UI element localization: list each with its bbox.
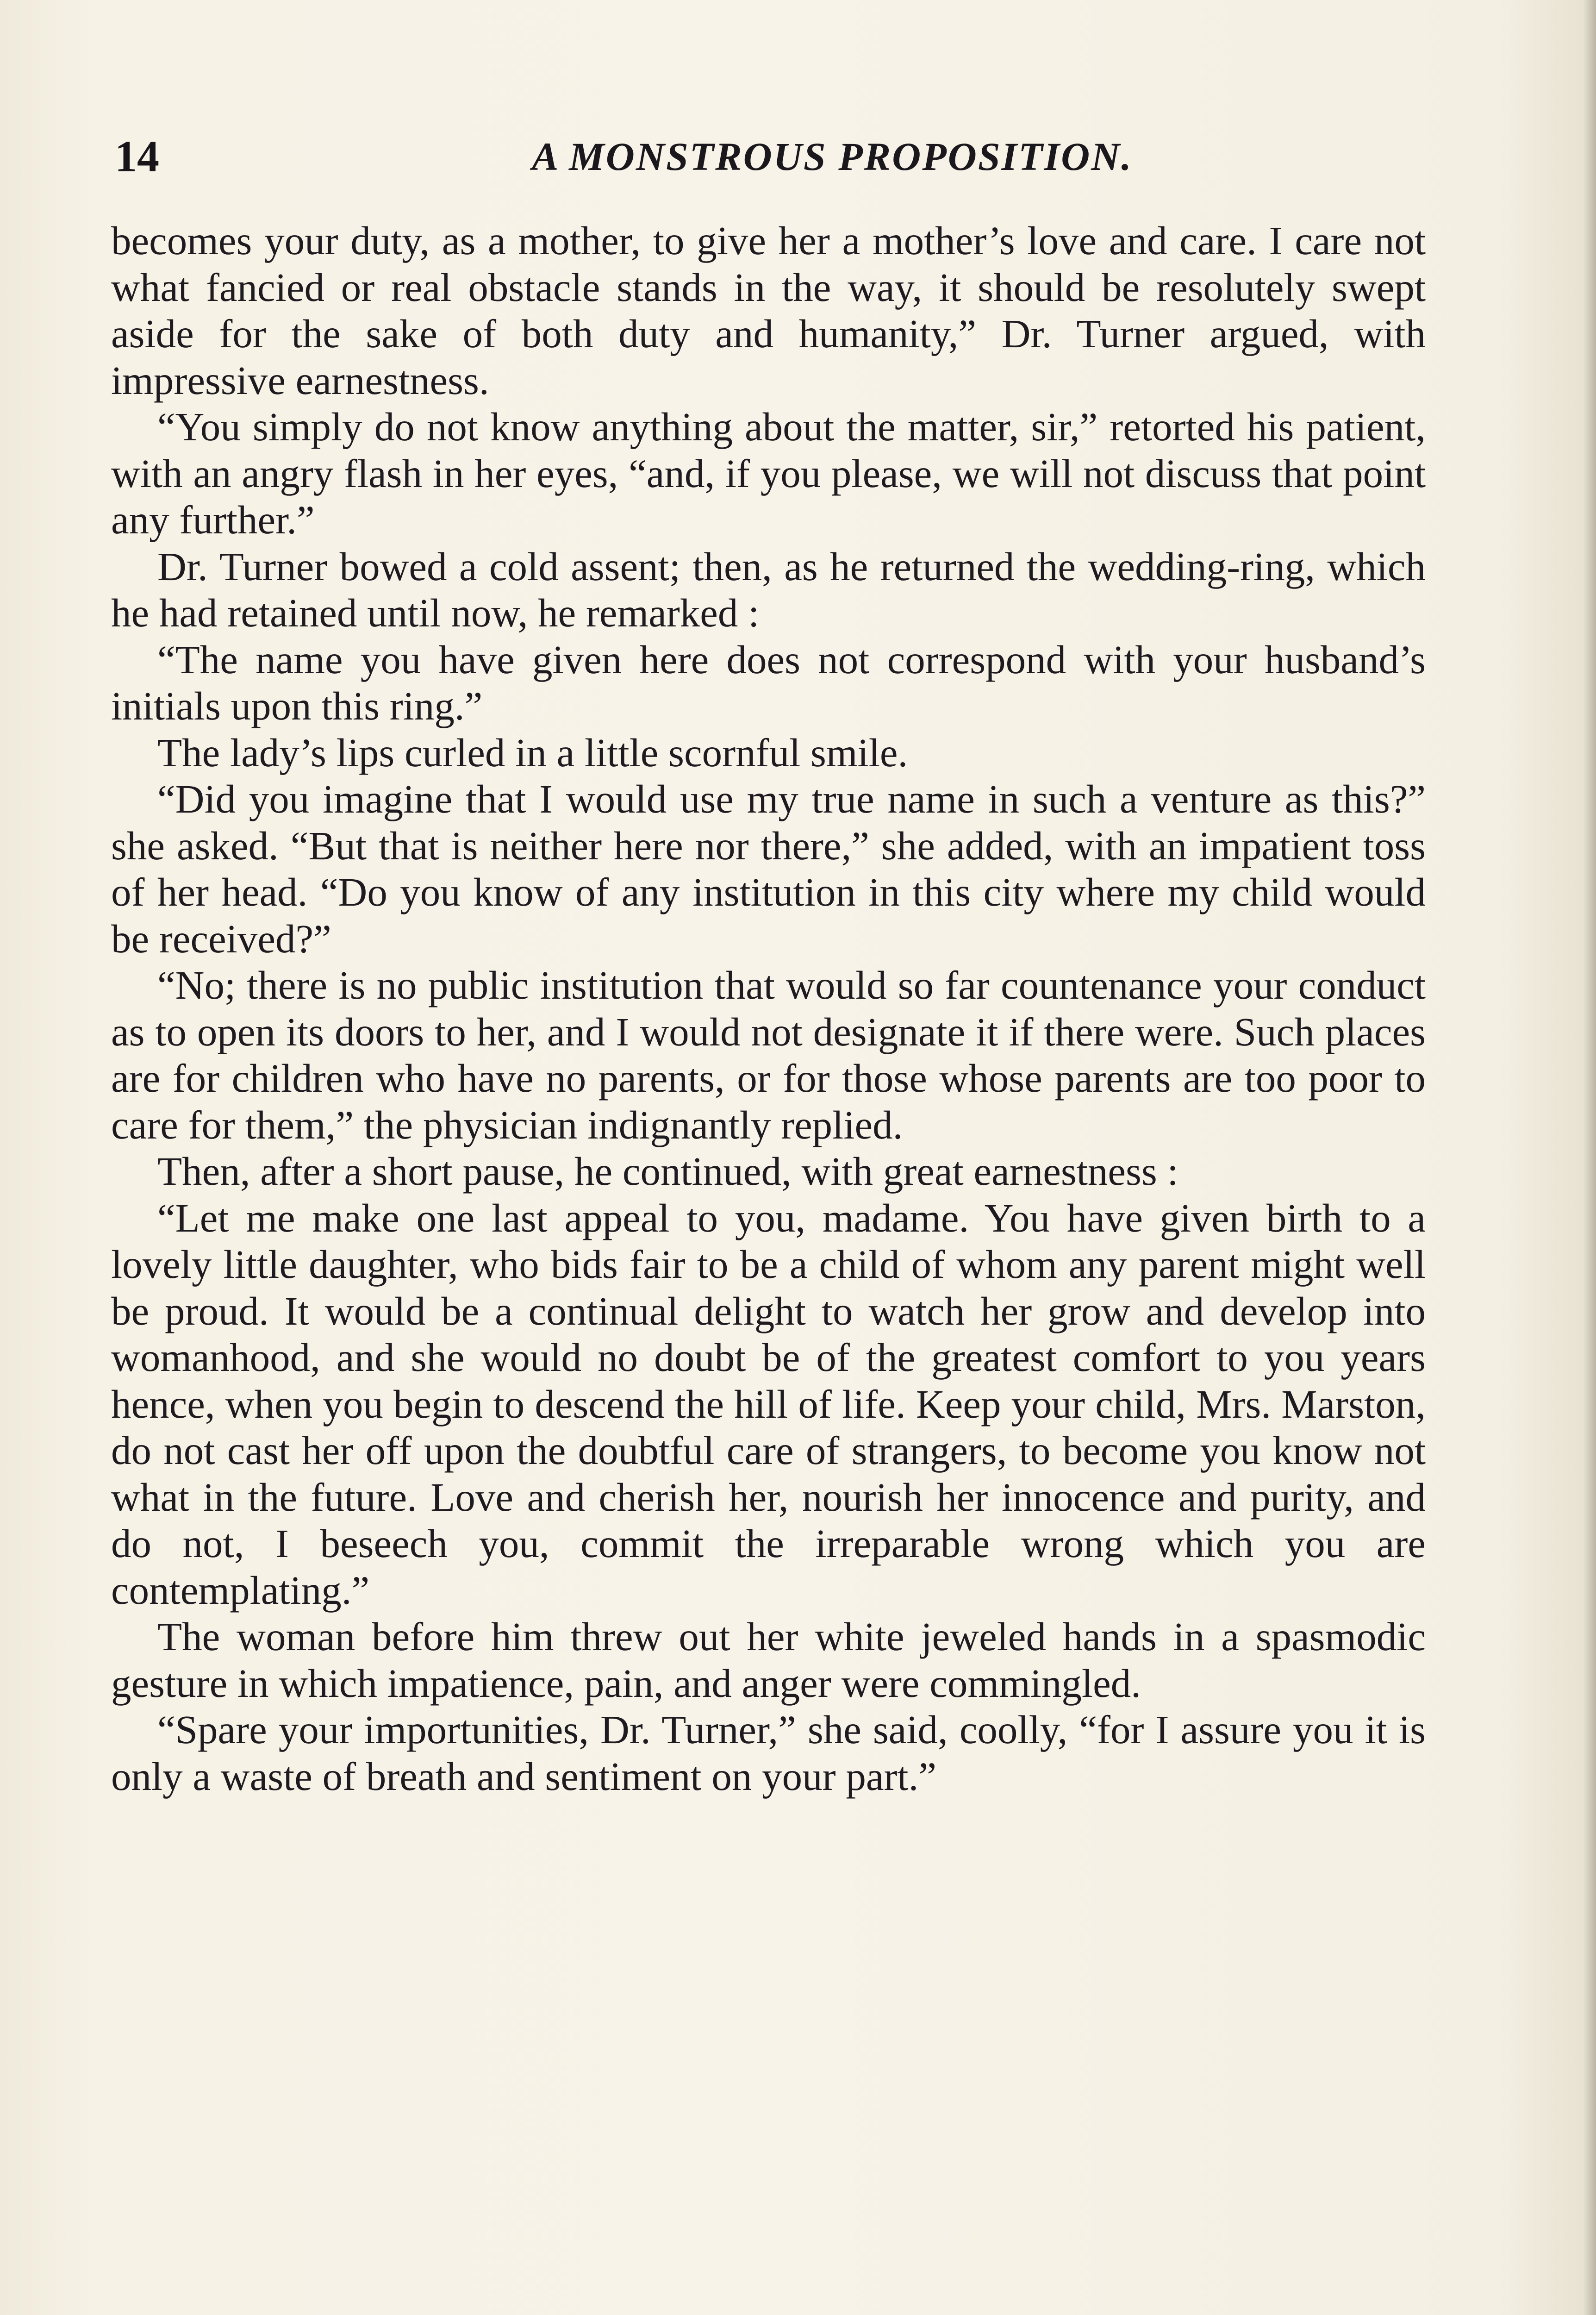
page-number: 14 (115, 131, 159, 181)
page-edge-shadow (1583, 0, 1596, 2315)
paragraph-11: “Spare your importunities, Dr. Turner,” she said, coolly, “for I assure you it is only a waste of breath and sentiment on your part.” (111, 1707, 1426, 1799)
paragraph-2: “You simply do not know anything about the matter, sir,” retorted his patient, with an angry flash in her eyes, “and, if you please, we will not discuss that point any further.” (111, 404, 1426, 542)
paragraph-7: “No; there is no public institution that would so far countenance your conduct as to open its doors to her, and I would not designate it if there were. Such places are for children who have no parents, or for those whose parents are too poor to care for them,” the physician indignantly replied. (111, 963, 1426, 1147)
paragraph-5: The lady’s lips curled in a little scornful smile. (157, 730, 908, 775)
paragraph-6: “Did you imagine that I would use my true name in such a venture as this?” she asked. “But that is neither here nor there,” she added, with an impatient toss of her head. “Do you know of any institution in this city where my child would be received?” (111, 776, 1426, 961)
paragraph-8: Then, after a short pause, he continued, with great earnestness : (157, 1149, 1178, 1194)
paragraph-3: Dr. Turner bowed a cold assent; then, as he returned the wedding-ring, which he had retained until now, he remarked : (111, 544, 1426, 635)
running-head: A MONSTROUS PROPOSITION. (532, 134, 1133, 179)
paragraph-4: “The name you have given here does not correspond with your husband’s initials upon this ring.” (111, 637, 1426, 728)
paragraph-10: The woman before him threw out her white jeweled hands in a spasmodic gesture in which impatience, pain, and anger were commingled. (111, 1614, 1426, 1706)
paragraph-9: “Let me make one last appeal to you, madame. You have given birth to a lovely little daughter, who bids fair to be a child of whom any parent might well be proud. It would be a continual delight to watch her grow and develop into womanhood, and she would no doubt be of the greatest comfort to you years hence, when you begin to descend the hill of life. Keep your child, Mrs. Marston, do not cast her off upon the doubtful care of strangers, to become you know not what in the future. Love and cherish her, nourish her innocence and purity, and do not, I beseech you, commit the irreparable wrong which you are contemplating.” (111, 1195, 1426, 1613)
page-header (115, 124, 1434, 189)
body-text (111, 218, 1426, 1800)
paragraph-1: becomes your duty, as a mother, to give her a mother’s love and care. I care not what fancied or real obstacle stands in the way, it should be resolutely swept aside for the sake of both duty and humanity,” Dr. Turner argued, with impressive earnestness. (111, 218, 1426, 403)
